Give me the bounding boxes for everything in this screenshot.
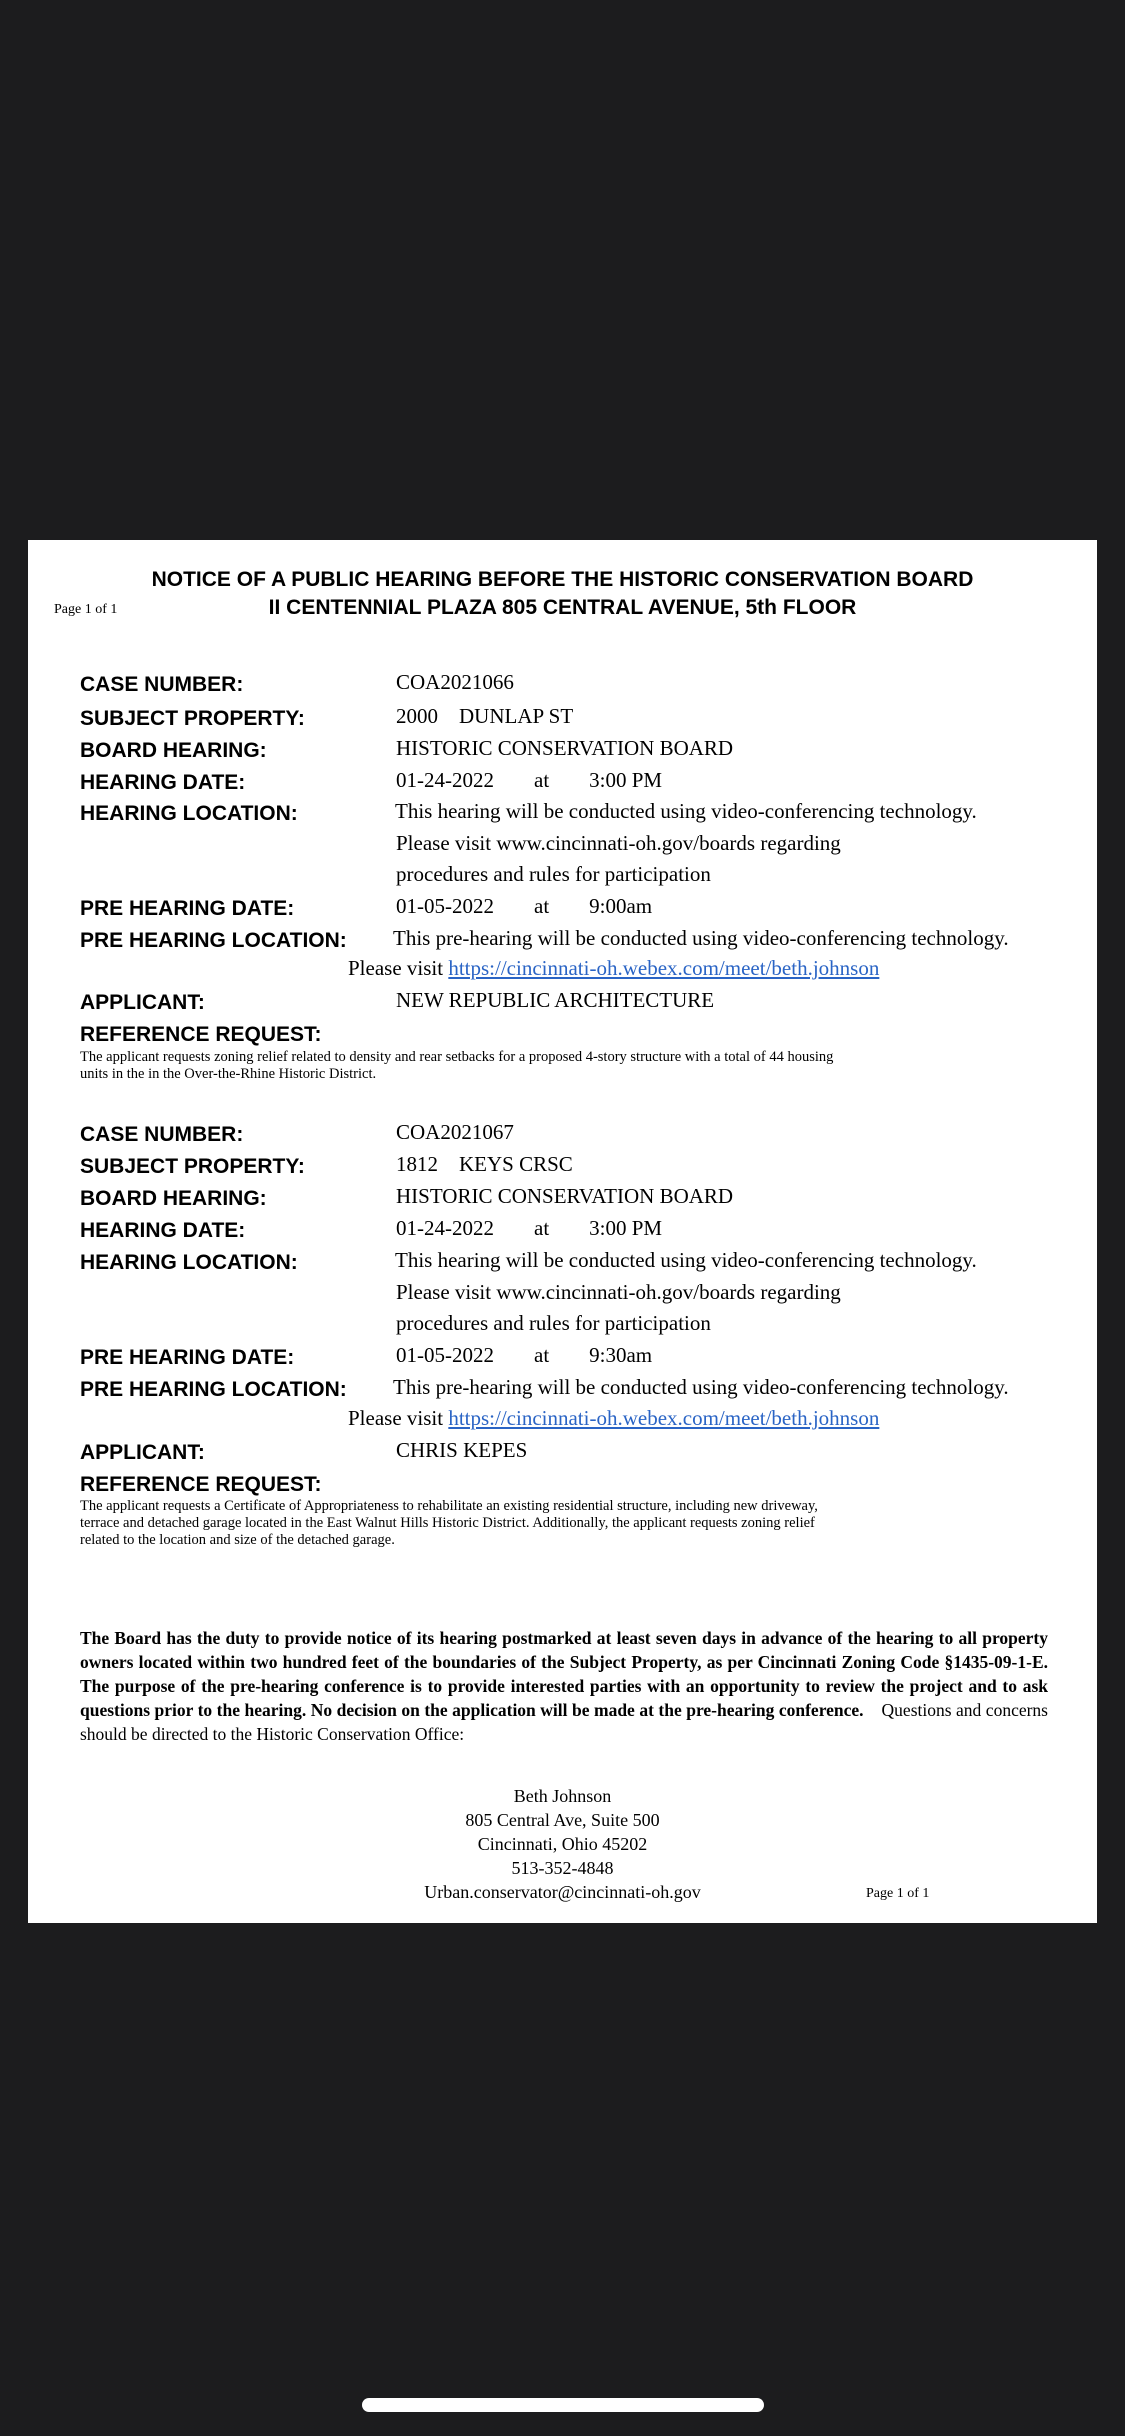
- page-number-bottom: Page 1 of 1: [866, 1886, 930, 1901]
- reference-request-text: The applicant requests zoning relief related to density and rear setbacks for a proposed 4-story structure with a total of 44 housing units in the in the Over-the-Rhine Historic District.: [80, 1049, 834, 1082]
- case-number-value: COA2021067: [396, 1120, 514, 1144]
- reference-request-text: The applicant requests a Certificate of Appropriateness to rehabilitate an existing residential structure, including new driveway, terrace and detached garage located in the East Walnut Hills Historic District. Additionally, the applicant requests zoning relief related to the location and size of the detached garage.: [80, 1498, 818, 1548]
- board-hearing-value: HISTORIC CONSERVATION BOARD: [396, 736, 734, 760]
- contact-phone: 513-352-4848: [511, 1858, 614, 1878]
- hearing-location-line3: procedures and rules for participation: [396, 1311, 711, 1335]
- hearing-location-line3: procedures and rules for participation: [396, 862, 711, 886]
- hearing-date-label: HEARING DATE:: [80, 771, 246, 794]
- page-number-top: Page 1 of 1: [54, 602, 118, 617]
- hearing-location-line1: This hearing will be conducted using video-conferencing technology.: [395, 799, 977, 823]
- pre-hearing-location-label: PRE HEARING LOCATION:: [80, 929, 347, 952]
- contact-city: Cincinnati, Ohio 45202: [477, 1834, 648, 1854]
- pre-hearing-date-label: PRE HEARING DATE:: [80, 1346, 295, 1369]
- applicant-value: NEW REPUBLIC ARCHITECTURE: [396, 988, 715, 1012]
- applicant-label: APPLICANT:: [80, 1441, 205, 1464]
- contact-email[interactable]: Urban.conservator@cincinnati-oh.gov: [424, 1882, 701, 1902]
- pre-hearing-date-label: PRE HEARING DATE:: [80, 897, 295, 920]
- pre-hearing-date-value: 01-05-2022 at 9:30am: [396, 1343, 653, 1367]
- notice-address-title: II CENTENNIAL PLAZA 805 CENTRAL AVENUE, 5th FLOOR: [268, 596, 857, 619]
- case-number-label: CASE NUMBER:: [80, 673, 244, 696]
- notice-title: NOTICE OF A PUBLIC HEARING BEFORE THE HISTORIC CONSERVATION BOARD: [151, 568, 974, 591]
- pre-hearing-visit-line: Please visit https://cincinnati-oh.webex.com/meet/beth.johnson: [348, 1406, 880, 1430]
- board-hearing-label: BOARD HEARING:: [80, 739, 267, 762]
- applicant-label: APPLICANT:: [80, 991, 205, 1014]
- pre-hearing-visit-line: Please visit https://cincinnati-oh.webex.com/meet/beth.johnson: [348, 956, 880, 980]
- pre-hearing-location-line1: This pre-hearing will be conducted using video-conferencing technology.: [393, 1375, 1009, 1399]
- pre-hearing-location-label: PRE HEARING LOCATION:: [80, 1378, 347, 1401]
- hearing-location-label: HEARING LOCATION:: [80, 802, 298, 825]
- subject-property-label: SUBJECT PROPERTY:: [80, 707, 305, 730]
- board-hearing-label: BOARD HEARING:: [80, 1187, 267, 1210]
- webex-link[interactable]: https://cincinnati-oh.webex.com/meet/beth.johnson: [448, 956, 880, 980]
- hearing-location-label: HEARING LOCATION:: [80, 1251, 298, 1274]
- hearing-date-label: HEARING DATE:: [80, 1219, 246, 1242]
- case-number-value: COA2021066: [396, 670, 514, 694]
- subject-property-label: SUBJECT PROPERTY:: [80, 1155, 305, 1178]
- notice-paragraph: The Board has the duty to provide notice of its hearing postmarked at least seven days in advance of the hearing to all property owners located within two hundred feet of the boundaries of the Subject Property, as per Cincinnati Zoning Code §1435-09-1-E. The purpose of the pre-hearing conference is to provide interested parties with an opportunity to review the project and to ask questions prior to the hearing. No decision on the application will be made at the pre-hearing conference. Questions and concerns should be directed to the Historic Conservation Office:: [80, 1628, 1048, 1744]
- pre-hearing-location-line1: This pre-hearing will be conducted using video-conferencing technology.: [393, 926, 1009, 950]
- case-number-label: CASE NUMBER:: [80, 1123, 244, 1146]
- board-hearing-value: HISTORIC CONSERVATION BOARD: [396, 1184, 734, 1208]
- pre-hearing-date-value: 01-05-2022 at 9:00am: [396, 894, 653, 918]
- hearing-date-value: 01-24-2022 at 3:00 PM: [396, 768, 663, 792]
- hearing-location-line2: Please visit www.cincinnati-oh.gov/boards regarding: [396, 1280, 841, 1304]
- contact-name: Beth Johnson: [513, 1786, 612, 1806]
- hearing-location-line2: Please visit www.cincinnati-oh.gov/boards regarding: [396, 831, 841, 855]
- document-page: [28, 540, 1097, 1923]
- reference-request-label: REFERENCE REQUEST:: [80, 1473, 322, 1496]
- webex-link[interactable]: https://cincinnati-oh.webex.com/meet/beth.johnson: [448, 1406, 880, 1430]
- subject-property-value: 2000 DUNLAP ST: [396, 704, 574, 728]
- applicant-value: CHRIS KEPES: [396, 1438, 528, 1462]
- contact-address: 805 Central Ave, Suite 500: [465, 1810, 660, 1830]
- hearing-date-value: 01-24-2022 at 3:00 PM: [396, 1216, 663, 1240]
- reference-request-label: REFERENCE REQUEST:: [80, 1023, 322, 1046]
- subject-property-value: 1812 KEYS CRSC: [396, 1152, 573, 1176]
- home-indicator[interactable]: [362, 2398, 764, 2412]
- hearing-location-line1: This hearing will be conducted using video-conferencing technology.: [395, 1248, 977, 1272]
